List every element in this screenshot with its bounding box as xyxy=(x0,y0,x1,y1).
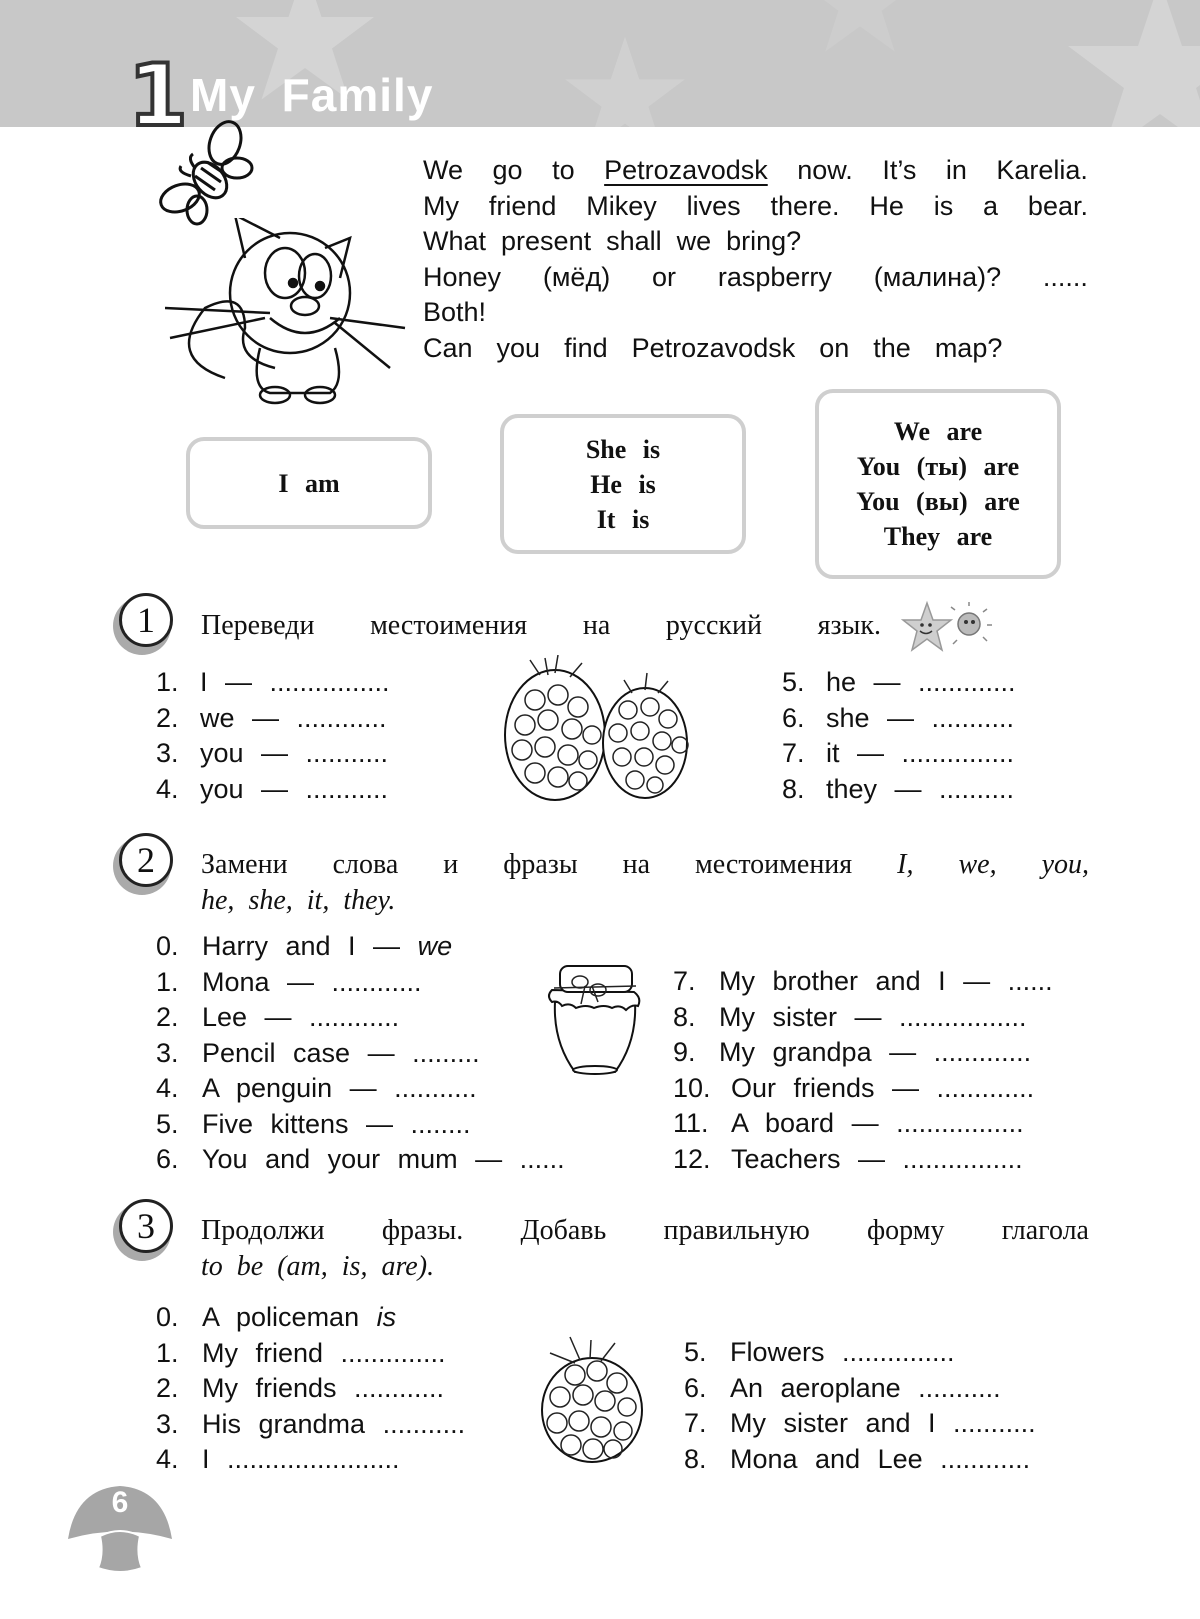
list-item: 3. Pencil case — ......... xyxy=(156,1037,480,1068)
chapter-title: My Family xyxy=(190,69,434,121)
exercise-2-right-list xyxy=(673,964,1053,1177)
list-item: 1. Mona — ............ xyxy=(156,966,422,997)
star-decoration-icon xyxy=(1060,0,1200,127)
star-decoration-icon xyxy=(800,0,920,60)
page-number: 6 xyxy=(111,1486,129,1519)
list-item: 4. A penguin — ........... xyxy=(156,1073,477,1103)
intro-line: Can you find Petrozavodsk on the map? xyxy=(423,332,1003,363)
grammar-box-plural: We are You (ты) are You (вы) are They are xyxy=(815,389,1061,579)
list-item: 1. My friend .............. xyxy=(156,1337,446,1368)
cat-illustration xyxy=(165,218,415,408)
list-item: 8. Mona and Lee ............ xyxy=(684,1443,1031,1474)
grammar-box-i: I am xyxy=(186,437,432,529)
underlined-word: Petrozavodsk xyxy=(604,155,768,185)
list-item: 5. Five kittens — ........ xyxy=(156,1108,471,1139)
intro-line: Both! xyxy=(423,297,487,327)
star-and-sun-icon xyxy=(897,600,1002,655)
exercise-number-badge: 3 xyxy=(119,1199,175,1255)
list-item: 6. An aeroplane ........... xyxy=(684,1372,1001,1403)
list-item: 2. Lee — ............ xyxy=(156,1002,400,1032)
list-item: 6. she — ........... xyxy=(782,702,1015,733)
raspberries-illustration xyxy=(500,655,705,805)
exercise-3-left-list xyxy=(156,1300,465,1478)
list-item: 2. we — ............ xyxy=(156,702,387,733)
intro-line: Honey (мёд) or raspberry (малина)? ...... xyxy=(423,261,1088,292)
list-item: 4. I ....................... xyxy=(156,1444,400,1474)
list-item: 7. My sister and I ........... xyxy=(684,1408,1036,1438)
exercise-3-right-list xyxy=(684,1335,1036,1477)
list-item: 8. My sister — ................. xyxy=(673,1001,1027,1032)
list-item: 2. My friends ............ xyxy=(156,1373,445,1403)
exercise-number-badge: 2 xyxy=(119,833,175,889)
page-number-badge xyxy=(66,1484,174,1574)
example-answer: we xyxy=(417,931,453,961)
list-item: 7. My brother and I — ...... xyxy=(673,966,1053,996)
example-item: 0. A policeman is xyxy=(156,1302,397,1332)
raspberry-illustration xyxy=(535,1335,650,1465)
intro-line: We go to Petrozavodsk now. It’s in Karelia. xyxy=(423,153,1088,189)
exercise-3-instruction: Продолжи фразы. Добавь правильную форму глагола to be (am, is, are). xyxy=(201,1215,1089,1282)
intro-line: My friend Mikey lives there. He is a bear. xyxy=(423,190,1088,221)
list-item: 3. His grandma ........... xyxy=(156,1408,466,1439)
star-decoration-icon xyxy=(560,30,690,127)
exercise-1-right-list xyxy=(782,665,1016,807)
list-item: 10. Our friends — ............. xyxy=(673,1072,1035,1103)
exercise-1-left-list xyxy=(156,665,390,807)
list-item: 5. Flowers ............... xyxy=(684,1337,955,1367)
list-item: 1. I — ................ xyxy=(156,667,390,697)
exercise-1-instruction: Переведи местоимения на русский язык. xyxy=(201,610,881,641)
exercise-2-left-list xyxy=(156,929,565,1178)
list-item: 9. My grandpa — ............. xyxy=(673,1037,1032,1067)
exercise-number-badge: 1 xyxy=(119,593,175,649)
list-item: 7. it — ............... xyxy=(782,738,1015,768)
intro-line: What present shall we bring? xyxy=(423,226,802,256)
list-item: 3. you — ........... xyxy=(156,738,389,768)
list-item: 6. You and your mum — ...... xyxy=(156,1144,565,1174)
list-item: 8. they — .......... xyxy=(782,773,1015,804)
list-item: 11. A board — ................. xyxy=(673,1108,1024,1138)
intro-text xyxy=(423,153,1088,366)
grammar-box-singular: She is He is It is xyxy=(500,414,746,554)
honey-jar-illustration xyxy=(540,962,650,1077)
chapter-number: 1 xyxy=(128,46,188,146)
list-item: 12. Teachers — ................ xyxy=(673,1143,1023,1174)
example-item: 0. Harry and I — we xyxy=(156,931,453,961)
exercise-2-instruction: Замени слова и фразы на местоимения I, we, you, he, she, it, they. xyxy=(201,849,1089,916)
list-item: 4. you — ........... xyxy=(156,773,389,804)
bee-icon xyxy=(155,118,255,228)
example-answer: is xyxy=(376,1302,397,1332)
list-item: 5. he — ............. xyxy=(782,667,1016,697)
